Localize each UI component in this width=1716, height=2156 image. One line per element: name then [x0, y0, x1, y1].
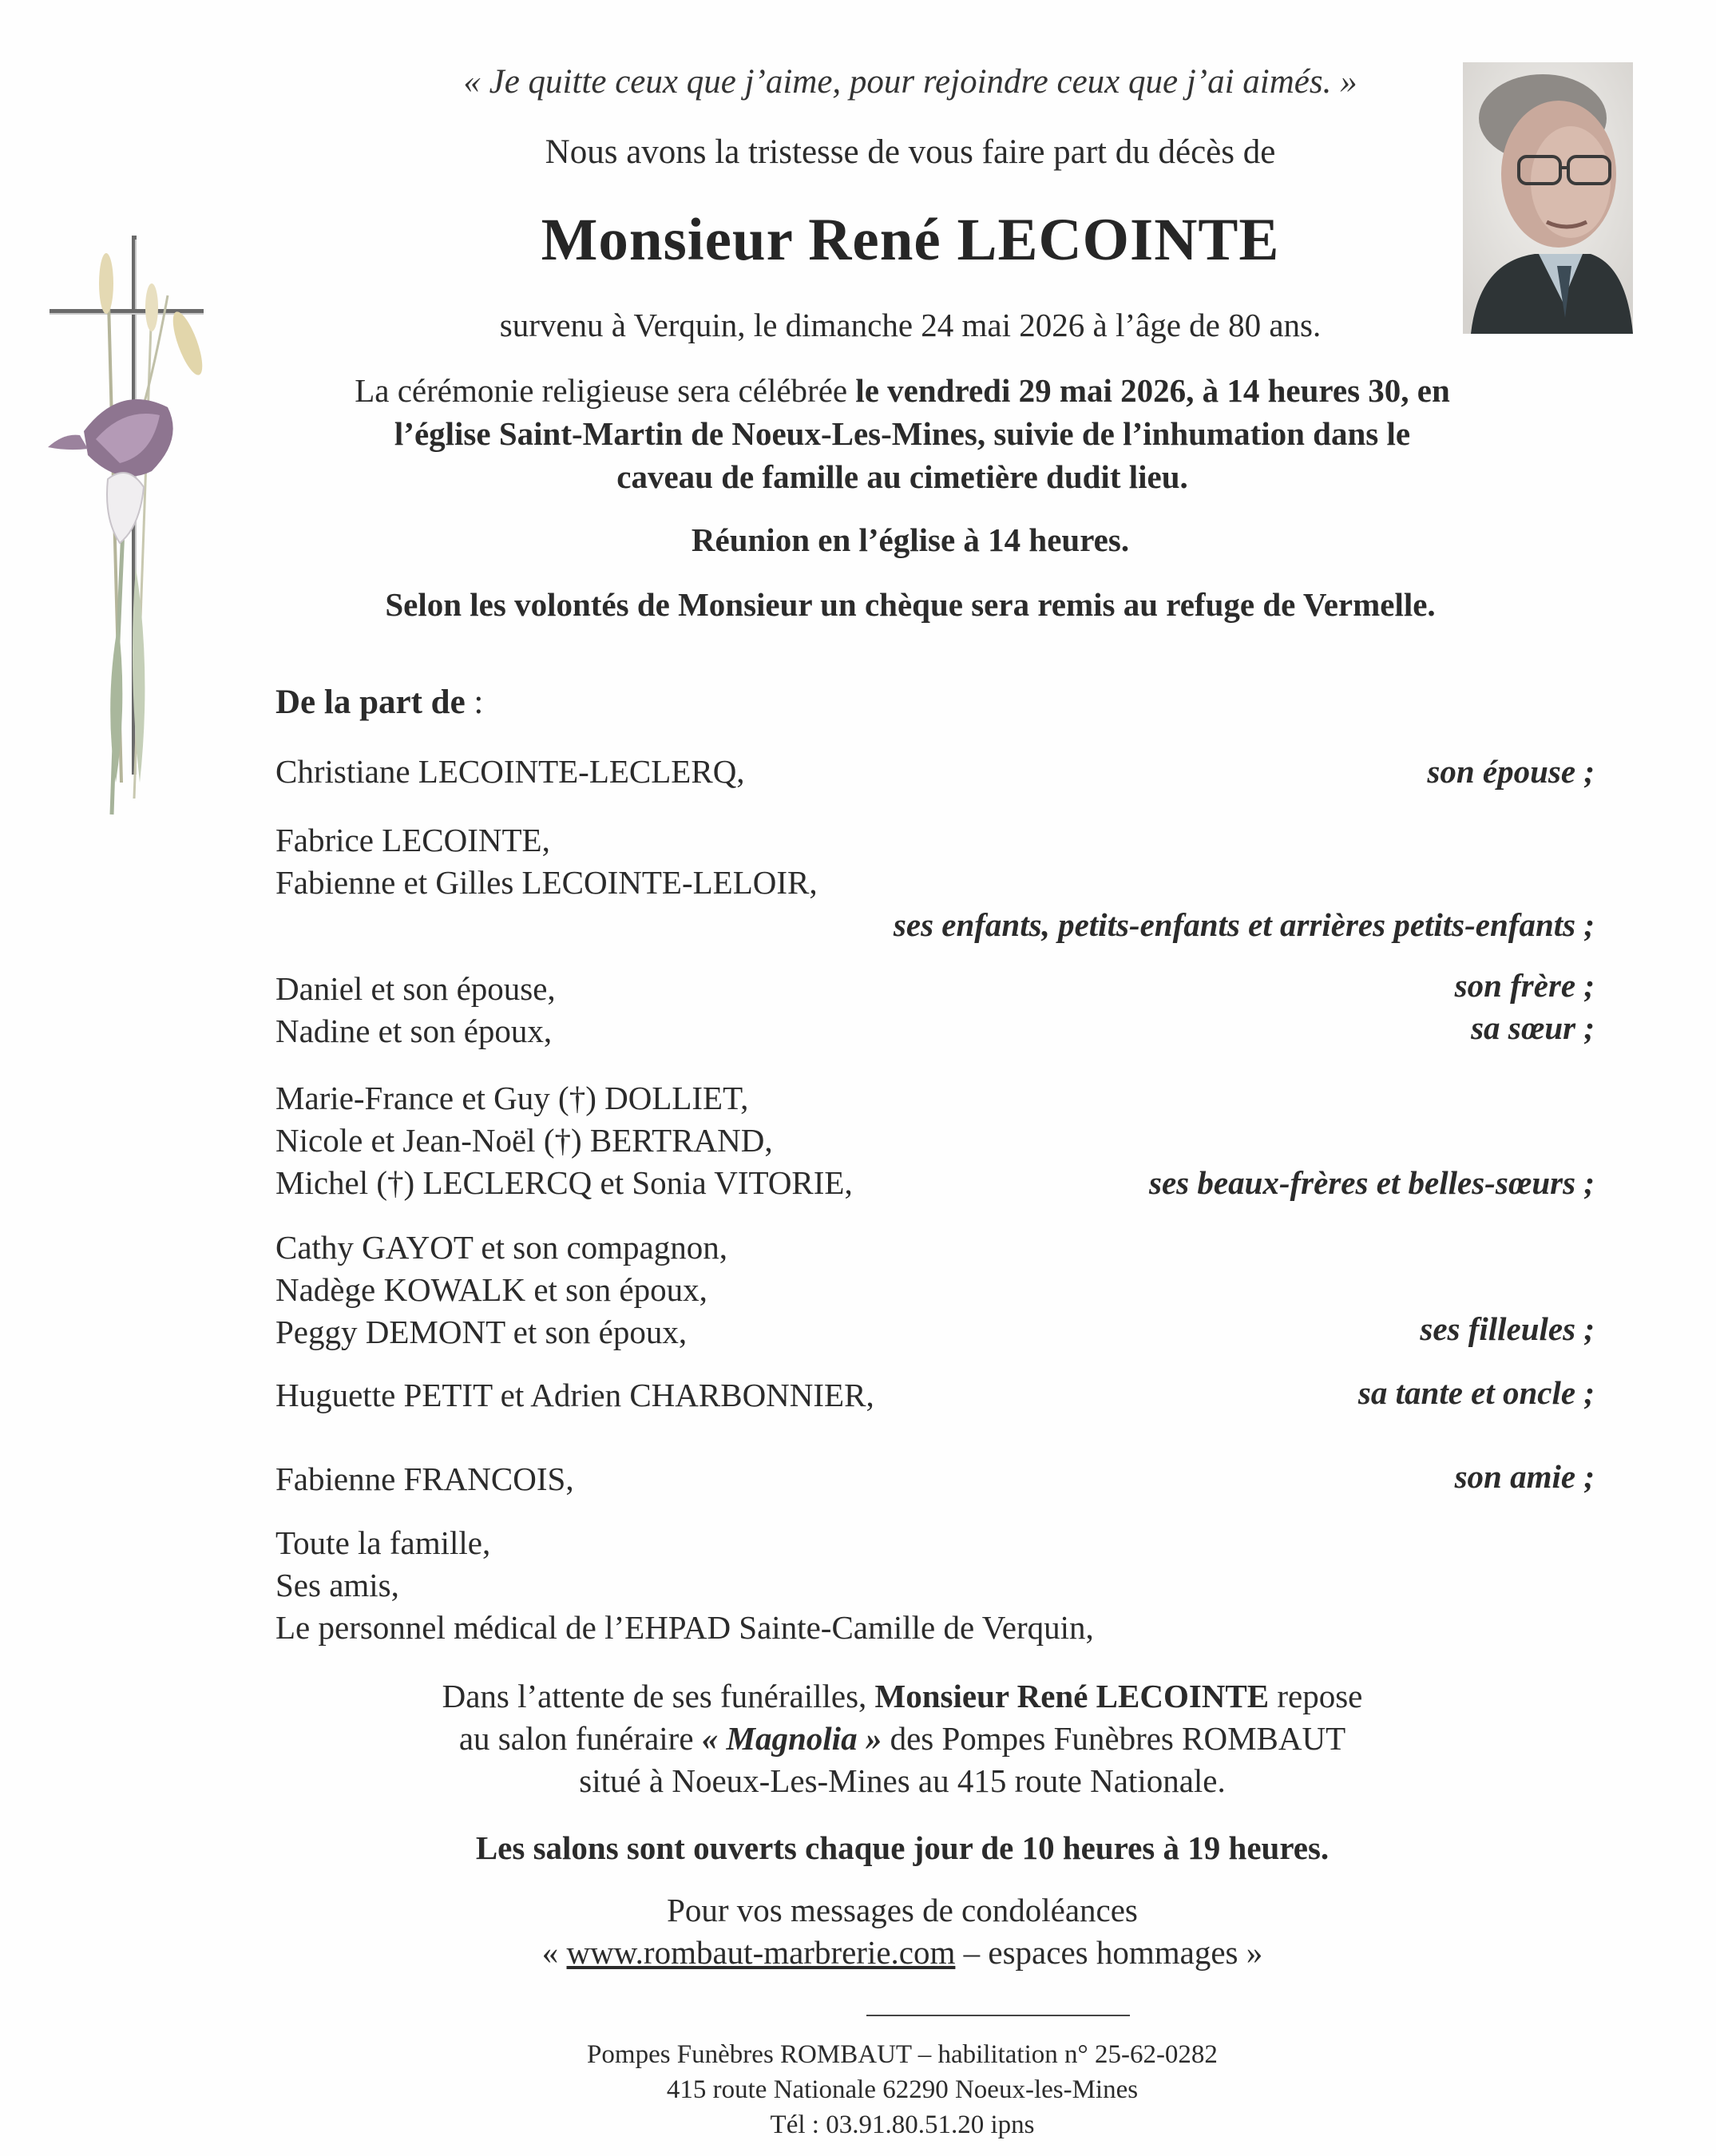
repose-line-1: [104, 1675, 1701, 1718]
repose-info: [104, 1675, 1701, 1802]
salon-name: « Magnolia »: [701, 1720, 882, 1757]
relation-brother: son frère ;: [1454, 967, 1595, 1004]
family-group-aunt-uncle: [275, 1374, 874, 1417]
footer-line-3: Tél : 03.91.80.51.20 ipns: [770, 2110, 1035, 2139]
relation-goddaughters: ses filleules ;: [1420, 1310, 1595, 1347]
repose-line-2-end: des Pompes Funèbres ROMBAUT: [882, 1720, 1346, 1757]
family-name: Cathy GAYOT et son compagnon,: [275, 1229, 727, 1266]
relation-children: ses enfants, petits-enfants et arrières petits-enfants ;: [893, 906, 1595, 943]
ceremony-line-1-bold: le vendredi 29 mai 2026, à 14 heures 30, en: [855, 372, 1450, 409]
de-la-part-colon: :: [465, 684, 484, 721]
family-name: Michel (†) LECLERCQ et Sonia VITORIE,: [275, 1164, 853, 1201]
family-name: Ses amis,: [275, 1567, 399, 1603]
family-name: Huguette PETIT et Adrien CHARBONNIER,: [275, 1377, 874, 1413]
family-name: Le personnel médical de l’EHPAD Sainte-Camille de Verquin,: [275, 1609, 1094, 1646]
family-name: Fabienne FRANCOIS,: [275, 1460, 574, 1497]
family-name: Peggy DEMONT et son époux,: [275, 1314, 688, 1350]
family-group-children: [275, 819, 818, 904]
family-name: Fabrice LECOINTE,: [275, 822, 550, 858]
ceremony-line-1: [104, 369, 1701, 412]
relation-siblings: [1455, 965, 1595, 1049]
family-name: Daniel et son épouse,: [275, 970, 556, 1007]
footer-line-2: 415 route Nationale 62290 Noeux-les-Mines: [666, 2075, 1139, 2104]
repose-line-1-plain: Dans l’attente de ses funérailles,: [442, 1678, 875, 1714]
volontes-info: Selon les volontés de Monsieur un chèque sera remis au refuge de Vermelle.: [385, 586, 1436, 623]
relation-in-laws: ses beaux-frères et belles-sœurs ;: [1149, 1164, 1595, 1201]
family-group-spouse: [275, 751, 745, 793]
family-name: Nadège KOWALK et son époux,: [275, 1271, 707, 1308]
de-la-part-title: [275, 683, 483, 722]
relation-friend: son amie ;: [1454, 1458, 1595, 1495]
footer-divider: [866, 2015, 1130, 2016]
repose-line-2-plain: au salon funéraire: [458, 1720, 702, 1757]
footer-line-1: Pompes Funèbres ROMBAUT – habilitation n° 25-62-0282: [587, 2040, 1218, 2069]
repose-line-3: situé à Noeux-Les-Mines au 415 route Nationale.: [579, 1762, 1226, 1799]
family-name: Nicole et Jean-Noël (†) BERTRAND,: [275, 1122, 773, 1159]
repose-line-2: [104, 1718, 1701, 1760]
family-group-siblings: [275, 968, 556, 1052]
family-group-others: [275, 1522, 1094, 1649]
family-group-in-laws: [275, 1077, 853, 1204]
ceremony-line-2: l’église Saint-Martin de Noeux-Les-Mines, suivie de l’inhumation dans le: [394, 415, 1411, 452]
family-name: Toute la famille,: [275, 1524, 491, 1561]
family-group-friend: [275, 1458, 574, 1500]
condoleances-info: [104, 1889, 1701, 1974]
deceased-name: Monsieur René LECOINTE: [541, 207, 1280, 273]
death-notice: survenu à Verquin, le dimanche 24 mai 2026 à l’âge de 80 ans.: [499, 307, 1322, 343]
condoleances-line-1: Pour vos messages de condoléances: [667, 1892, 1138, 1928]
ceremony-line-3: caveau de famille au cimetière dudit lieu.: [616, 458, 1188, 495]
salons-hours: Les salons sont ouverts chaque jour de 10 heures à 19 heures.: [475, 1829, 1330, 1866]
condoleances-open-quote: «: [541, 1934, 567, 1971]
condoleances-close: – espaces hommages »: [955, 1934, 1263, 1971]
ceremony-line-1-plain: La cérémonie religieuse sera célébrée: [355, 372, 856, 409]
reunion-info: Réunion en l’église à 14 heures.: [691, 521, 1130, 558]
family-name: Marie-France et Guy (†) DOLLIET,: [275, 1080, 749, 1116]
relation-aunt-uncle: sa tante et oncle ;: [1357, 1374, 1595, 1411]
ceremony-info: [104, 369, 1701, 498]
family-name: Nadine et son époux,: [275, 1013, 553, 1049]
family-name: Christiane LECOINTE-LECLERQ,: [275, 753, 745, 790]
portrait-photo: [1463, 62, 1633, 334]
intro-text: Nous avons la tristesse de vous faire part du décès de: [545, 133, 1276, 171]
family-group-goddaughters: [275, 1227, 727, 1353]
repose-line-1-end: repose: [1269, 1678, 1363, 1714]
condoleances-line-2: [104, 1932, 1701, 1974]
family-name: Fabienne et Gilles LECOINTE-LELOIR,: [275, 864, 818, 901]
footer: [104, 2037, 1701, 2142]
relation-sister: sa sœur ;: [1471, 1009, 1595, 1046]
relation-spouse: son épouse ;: [1427, 753, 1595, 790]
repose-line-1-bold: Monsieur René LECOINTE: [874, 1678, 1270, 1714]
website-link[interactable]: www.rombaut-marbrerie.com: [566, 1934, 956, 1971]
quote: « Je quitte ceux que j’aime, pour rejoindre ceux que j’ai aimés. »: [463, 63, 1357, 101]
de-la-part-bold: De la part de: [275, 684, 466, 721]
